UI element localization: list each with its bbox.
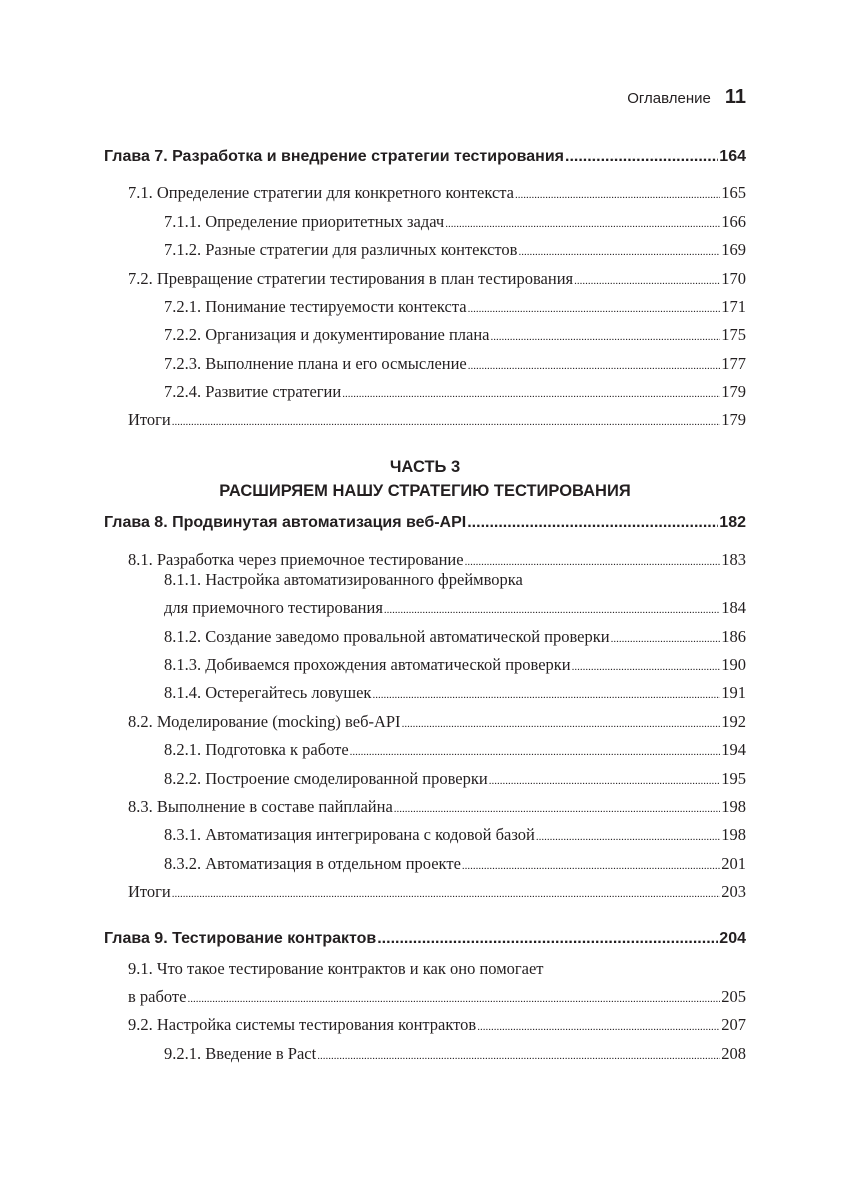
toc-entry-page: 203 xyxy=(721,882,746,901)
dot-leader xyxy=(350,746,721,758)
toc-entry-label: 8.1.2. Создание заведомо провальной автоматической проверки xyxy=(164,627,610,646)
toc-entry-label: 8.1.3. Добиваемся прохождения автоматической проверки xyxy=(164,655,571,674)
toc-entry-label: для приемочного тестирования xyxy=(164,598,383,617)
part-title: РАСШИРЯЕМ НАШУ СТРАТЕГИЮ ТЕСТИРОВАНИЯ xyxy=(219,482,631,500)
toc-chapter-entry[interactable] xyxy=(104,930,746,948)
dot-leader xyxy=(477,1021,720,1033)
dot-leader xyxy=(465,556,721,568)
toc-entry-label: 8.2.2. Построение смоделированной проверки xyxy=(164,769,488,788)
running-head-title: Оглавление xyxy=(627,90,711,107)
toc-entry-page: 192 xyxy=(721,712,746,731)
toc-entry[interactable] xyxy=(104,354,746,374)
toc-entry-label-line1: 9.1. Что такое тестирование контрактов и как оно помогает xyxy=(128,959,544,978)
toc-chapter-entry[interactable] xyxy=(104,514,746,532)
dot-leader xyxy=(402,718,721,730)
toc-entry-page: 166 xyxy=(721,212,746,231)
toc-entry-label: Глава 8. Продвинутая автоматизация веб-API xyxy=(104,514,467,531)
toc-entry-label-line1: 8.1.1. Настройка автоматизированного фреймворка xyxy=(164,570,523,589)
toc-entry-page: 186 xyxy=(721,627,746,646)
toc-entry-page: 198 xyxy=(721,797,746,816)
toc-entry-label: 7.1. Определение стратегии для конкретного контекста xyxy=(128,183,515,202)
toc-entry[interactable] xyxy=(104,240,746,260)
toc-entry[interactable] xyxy=(104,854,746,874)
toc-entry-label: 8.3. Выполнение в составе пайплайна xyxy=(128,797,393,816)
toc-entry[interactable] xyxy=(104,325,746,345)
toc-entry-page: 205 xyxy=(721,987,746,1006)
dot-leader xyxy=(445,218,720,230)
toc-entry-label: 7.2.2. Организация и документирование плана xyxy=(164,325,490,344)
toc-entry[interactable] xyxy=(104,1015,746,1035)
dot-leader xyxy=(515,189,720,201)
dot-leader xyxy=(536,831,720,843)
toc-entry[interactable] xyxy=(104,212,746,232)
toc-entry[interactable] xyxy=(104,797,746,817)
toc-entry-page: 164 xyxy=(719,148,746,165)
toc-entry-page: 169 xyxy=(721,240,746,259)
toc-entry-label: 7.2.1. Понимание тестируемости контекста xyxy=(164,297,467,316)
dot-leader xyxy=(317,1050,720,1062)
toc-entry-label: 8.2.1. Подготовка к работе xyxy=(164,740,349,759)
toc-entry-label: 9.2. Настройка системы тестирования контрактов xyxy=(128,1015,477,1034)
dot-leader xyxy=(468,360,720,372)
page-number: 11 xyxy=(724,86,746,108)
toc-entry-label: 7.2. Превращение стратегии тестирования в план тестирования xyxy=(128,269,574,288)
toc-entry-label: 7.1.1. Определение приоритетных задач xyxy=(164,212,445,231)
toc-entry[interactable] xyxy=(104,410,746,430)
dot-leader xyxy=(372,689,720,701)
toc-entry-page: 179 xyxy=(721,382,746,401)
toc-entry-label: 9.2.1. Введение в Pact xyxy=(164,1044,317,1063)
dot-leader xyxy=(468,303,721,315)
dot-leader xyxy=(574,275,720,287)
toc-entry[interactable] xyxy=(104,269,746,289)
toc-entry-label: 8.3.1. Автоматизация интегрирована с кодовой базой xyxy=(164,825,535,844)
toc-entry-page: 182 xyxy=(719,514,746,531)
dot-leader xyxy=(489,775,721,787)
toc-entry[interactable] xyxy=(104,769,746,789)
toc-entry-page: 204 xyxy=(719,930,746,947)
toc-entry-page: 170 xyxy=(721,269,746,288)
dot-leader xyxy=(490,331,720,343)
toc-entry-page: 198 xyxy=(721,825,746,844)
dot-leader xyxy=(518,246,720,258)
dot-leader xyxy=(172,888,720,900)
toc-entry-label: 8.1.4. Остерегайтесь ловушек xyxy=(164,683,372,702)
toc-entry[interactable] xyxy=(104,598,746,618)
toc-entry-label: 8.2. Моделирование (mocking) веб-API xyxy=(128,712,401,731)
part-number: ЧАСТЬ 3 xyxy=(389,458,461,476)
toc-entry[interactable] xyxy=(104,382,746,402)
dot-leader xyxy=(611,633,721,645)
dot-leader xyxy=(377,930,718,948)
toc-entry-label: 8.1. Разработка через приемочное тестирование xyxy=(128,550,464,569)
toc-entry[interactable] xyxy=(104,1044,746,1064)
toc-entry-page: 175 xyxy=(721,325,746,344)
toc-entry-label: 7.1.2. Разные стратегии для различных контекстов xyxy=(164,240,518,259)
toc-entry[interactable] xyxy=(104,987,746,1007)
toc-entry-page: 177 xyxy=(721,354,746,373)
toc-entry-page: 201 xyxy=(721,854,746,873)
part-heading xyxy=(104,455,746,503)
toc-entry-page: 184 xyxy=(721,598,746,617)
toc-entry-label: Глава 7. Разработка и внедрение стратегии тестирования xyxy=(104,148,564,165)
dot-leader xyxy=(187,993,720,1005)
toc-entry[interactable] xyxy=(104,550,746,570)
toc-entry-page: 207 xyxy=(721,1015,746,1034)
toc-entry-page: 194 xyxy=(721,740,746,759)
toc-entry-page: 165 xyxy=(721,183,746,202)
running-head xyxy=(627,86,746,109)
dot-leader xyxy=(342,388,720,400)
toc-entry[interactable] xyxy=(104,712,746,732)
toc-entry[interactable] xyxy=(104,297,746,317)
toc-entry-label: в работе xyxy=(128,987,187,1006)
dot-leader xyxy=(172,416,720,428)
dot-leader xyxy=(384,604,720,616)
dot-leader xyxy=(572,661,721,673)
dot-leader xyxy=(462,860,720,872)
toc-entry-page: 195 xyxy=(721,769,746,788)
toc-entry[interactable] xyxy=(104,627,746,647)
toc-entry-page: 208 xyxy=(721,1044,746,1063)
toc-entry[interactable] xyxy=(104,825,746,845)
toc-entry-page: 190 xyxy=(721,655,746,674)
toc-entry-page: 179 xyxy=(721,410,746,429)
toc-entry[interactable] xyxy=(104,183,746,203)
dot-leader xyxy=(565,148,718,166)
toc-entry-page: 183 xyxy=(721,550,746,569)
toc-entry-label: 7.2.3. Выполнение плана и его осмысление xyxy=(164,354,467,373)
toc-entry[interactable] xyxy=(104,740,746,760)
toc-entry-page: 191 xyxy=(721,683,746,702)
toc-entry-label: 7.2.4. Развитие стратегии xyxy=(164,382,342,401)
toc-entry-label: 8.3.2. Автоматизация в отдельном проекте xyxy=(164,854,461,873)
toc-entry[interactable] xyxy=(104,882,746,902)
toc-entry-label: Глава 9. Тестирование контрактов xyxy=(104,930,377,947)
toc-entry[interactable] xyxy=(104,683,746,703)
dot-leader xyxy=(467,514,718,532)
dot-leader xyxy=(394,803,720,815)
toc-entry[interactable] xyxy=(104,655,746,675)
toc-entry-label: Итоги xyxy=(128,882,171,901)
toc-entry-page: 171 xyxy=(721,297,746,316)
toc-entry-label: Итоги xyxy=(128,410,171,429)
toc-chapter-entry[interactable] xyxy=(104,148,746,166)
